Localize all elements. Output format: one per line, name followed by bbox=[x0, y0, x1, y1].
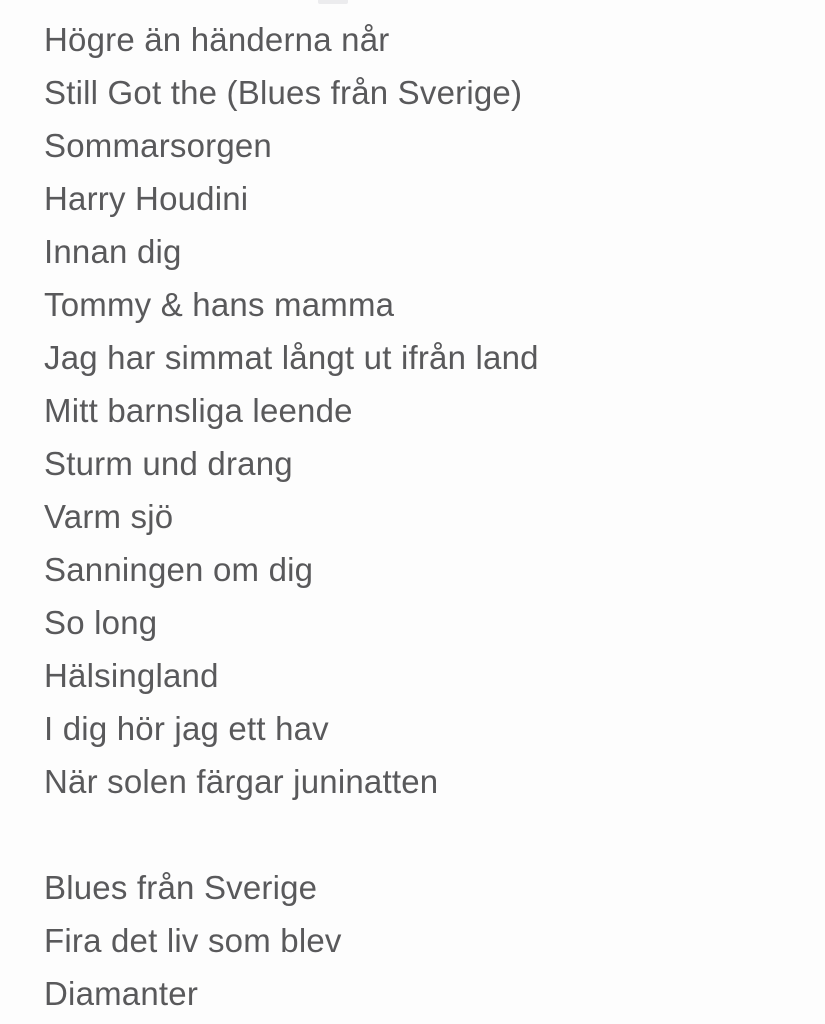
song-title: Mitt barnsliga leende bbox=[44, 392, 353, 429]
song-title: Jag har simmat långt ut ifrån land bbox=[44, 339, 539, 376]
song-title: Blues från Sverige bbox=[44, 869, 318, 906]
song-title: Innan dig bbox=[44, 233, 182, 270]
song-list-group-2 bbox=[44, 861, 805, 1020]
song-title: Tommy & hans mamma bbox=[44, 286, 395, 323]
song-title: Diamanter bbox=[44, 975, 199, 1012]
group-spacer bbox=[44, 808, 805, 861]
song-title: So long bbox=[44, 604, 158, 641]
song-title: Harry Houdini bbox=[44, 180, 249, 217]
song-title: Sanningen om dig bbox=[44, 551, 314, 588]
song-title: Sommarsorgen bbox=[44, 127, 272, 164]
song-title: I dig hör jag ett hav bbox=[44, 710, 329, 747]
song-title: Sturm und drang bbox=[44, 445, 293, 482]
cropped-text-fragment bbox=[318, 0, 348, 4]
song-title: Fira det liv som blev bbox=[44, 922, 342, 959]
song-list-group-1 bbox=[44, 13, 805, 808]
song-title: Hälsingland bbox=[44, 657, 219, 694]
song-title: Högre än händerna når bbox=[44, 21, 390, 58]
song-title: Still Got the (Blues från Sverige) bbox=[44, 74, 523, 111]
song-title: Varm sjö bbox=[44, 498, 174, 535]
song-title: När solen färgar juninatten bbox=[44, 763, 439, 800]
